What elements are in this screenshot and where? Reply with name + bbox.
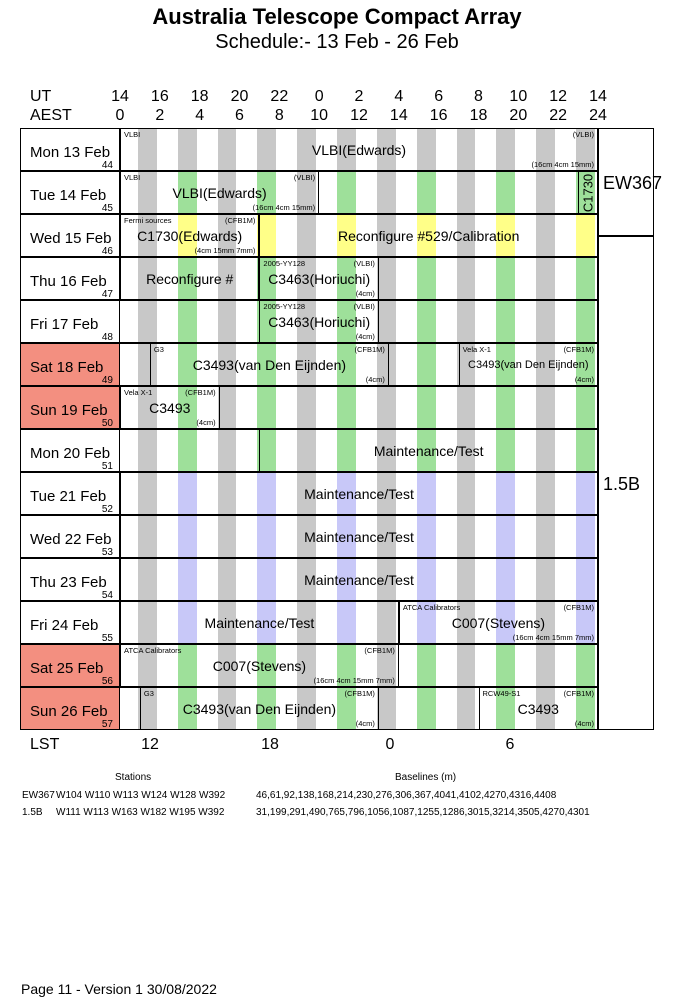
block-receivers: (4cm) bbox=[355, 289, 375, 298]
block-label: VLBI(Edwards) bbox=[311, 141, 407, 158]
schedule-block bbox=[120, 257, 259, 300]
ut-tick-label: 20 bbox=[230, 88, 249, 105]
block-correlator: (VLBI) bbox=[353, 302, 375, 311]
block-correlator: (VLBI) bbox=[293, 173, 316, 182]
block-label: Maintenance/Test bbox=[204, 614, 315, 631]
hour-band bbox=[377, 301, 396, 342]
block-receivers: (16cm 4cm 15mm) bbox=[531, 160, 594, 169]
hour-band bbox=[218, 430, 237, 471]
schedule-block bbox=[120, 558, 598, 601]
day-name: Mon 13 Feb bbox=[30, 144, 111, 161]
baseline-list: 46,61,92,138,168,214,230,276,306,367,4041,4102,4270,4316,4408 bbox=[256, 790, 557, 801]
block-receivers: (16cm 4cm 15mm 7mm) bbox=[512, 633, 594, 642]
page-subtitle: Schedule:- 13 Feb - 26 Feb bbox=[215, 31, 459, 53]
block-correlator: (CFB1M) bbox=[354, 345, 385, 354]
baselines-header: Baselines (m) bbox=[395, 772, 457, 783]
hour-band bbox=[377, 688, 396, 729]
aest-tick-label: 8 bbox=[274, 107, 284, 124]
block-correlator: (CFB1M) bbox=[185, 388, 216, 397]
schedule-block bbox=[120, 601, 399, 644]
hour-band bbox=[377, 172, 396, 213]
ut-tick-label: 16 bbox=[150, 88, 169, 105]
schedule-block bbox=[259, 257, 379, 300]
block-label: C3463(Horiuchi) bbox=[268, 313, 371, 330]
aest-tick-label: 4 bbox=[195, 107, 205, 124]
aest-axis-label: AEST bbox=[30, 107, 72, 124]
day-name: Sun 19 Feb bbox=[30, 402, 108, 419]
hour-band bbox=[536, 387, 555, 428]
hour-band bbox=[417, 172, 436, 213]
hour-band bbox=[457, 688, 476, 729]
day-name: Sun 26 Feb bbox=[30, 703, 108, 720]
block-label: C007(Stevens) bbox=[212, 657, 307, 674]
page-title: Australia Telescope Compact Array bbox=[152, 4, 522, 29]
day-number: 45 bbox=[101, 203, 113, 214]
schedule-block bbox=[150, 343, 389, 386]
block-label: C3493 bbox=[517, 700, 559, 717]
hour-band bbox=[457, 301, 476, 342]
hour-band bbox=[576, 258, 595, 299]
hour-band bbox=[457, 172, 476, 213]
block-source: VLBI bbox=[124, 173, 141, 182]
schedule-block bbox=[120, 386, 220, 429]
hour-band bbox=[178, 301, 197, 342]
block-source: Fermi sources bbox=[124, 216, 172, 225]
day-cell bbox=[20, 687, 120, 730]
block-source: 2005-YY128 bbox=[263, 302, 306, 311]
array-config-label: EW367 bbox=[603, 173, 663, 193]
lst-tick-label: 12 bbox=[141, 736, 159, 753]
day-name: Fri 17 Feb bbox=[30, 316, 99, 333]
block-label: VLBI(Edwards) bbox=[172, 184, 267, 201]
block-label: Reconfigure #529/Calibration bbox=[338, 227, 520, 244]
hour-band bbox=[536, 172, 555, 213]
schedule-block bbox=[479, 687, 599, 730]
ut-tick-label: 18 bbox=[190, 88, 209, 105]
hour-band bbox=[496, 645, 515, 686]
block-receivers: (4cm) bbox=[355, 719, 375, 728]
array-config-block bbox=[598, 128, 663, 236]
block-source: VLBI bbox=[124, 130, 141, 139]
schedule-block bbox=[259, 429, 598, 472]
block-source: 2005-YY128 bbox=[263, 259, 306, 268]
lst-axis-label: LST bbox=[30, 736, 60, 753]
lst-tick-label: 18 bbox=[261, 736, 279, 753]
hour-band bbox=[218, 301, 237, 342]
ut-tick-label: 2 bbox=[354, 88, 364, 105]
day-cell bbox=[20, 343, 120, 386]
block-correlator: (VLBI) bbox=[353, 259, 375, 268]
station-list: W111 W113 W163 W182 W195 W392 bbox=[56, 807, 225, 818]
day-name: Thu 23 Feb bbox=[30, 574, 107, 591]
hour-band bbox=[536, 301, 555, 342]
day-cell bbox=[20, 257, 120, 300]
aest-tick-label: 6 bbox=[235, 107, 244, 124]
ut-tick-label: 14 bbox=[111, 88, 129, 105]
lst-tick-label: 6 bbox=[505, 736, 515, 753]
hour-band bbox=[457, 258, 476, 299]
hour-band bbox=[377, 258, 396, 299]
stations-header: Stations bbox=[115, 772, 152, 783]
day-cell bbox=[20, 558, 120, 601]
hour-band bbox=[576, 387, 595, 428]
aest-tick-label: 14 bbox=[389, 107, 408, 124]
aest-tick-label: 18 bbox=[469, 107, 488, 124]
day-name: Thu 16 Feb bbox=[30, 273, 107, 290]
ut-tick-label: 8 bbox=[474, 88, 483, 105]
hour-band bbox=[377, 387, 396, 428]
hour-band bbox=[417, 344, 436, 385]
array-config-block bbox=[598, 236, 654, 731]
block-label: C3493 bbox=[149, 399, 191, 416]
schedule-block bbox=[120, 515, 598, 558]
aest-tick-label: 2 bbox=[155, 107, 165, 124]
day-name: Mon 20 Feb bbox=[30, 445, 111, 462]
block-correlator: (VLBI) bbox=[572, 130, 594, 139]
day-number: 46 bbox=[101, 246, 113, 257]
hour-band bbox=[138, 430, 157, 471]
day-name: Wed 22 Feb bbox=[30, 531, 112, 548]
block-receivers: (4cm) bbox=[355, 332, 375, 341]
block-label: C1730(Edwards) bbox=[137, 227, 243, 244]
schedule-block bbox=[399, 601, 598, 644]
hour-band bbox=[417, 688, 436, 729]
day-cell bbox=[20, 214, 120, 257]
block-label: C3493(van Den Eijnden) bbox=[192, 356, 347, 373]
block-correlator: (CFB1M) bbox=[224, 216, 256, 225]
day-name: Wed 15 Feb bbox=[30, 230, 112, 247]
day-name: Tue 21 Feb bbox=[30, 488, 107, 505]
block-receivers: (16cm 4cm 15mm 7mm) bbox=[313, 676, 395, 685]
hour-band bbox=[457, 387, 476, 428]
day-number: 53 bbox=[101, 547, 113, 558]
block-label: Maintenance/Test bbox=[304, 571, 414, 588]
block-correlator: (CFB1M) bbox=[563, 345, 594, 354]
aest-tick-label: 20 bbox=[509, 107, 528, 124]
day-cell bbox=[20, 601, 120, 644]
block-label: Maintenance/Test bbox=[304, 485, 414, 502]
hour-band bbox=[417, 301, 436, 342]
block-correlator: (CFB1M) bbox=[344, 689, 375, 698]
block-source: G3 bbox=[153, 345, 164, 354]
schedule-block bbox=[120, 214, 259, 257]
ut-tick-label: 0 bbox=[314, 88, 324, 105]
day-cell bbox=[20, 300, 120, 343]
day-name: Sat 25 Feb bbox=[30, 660, 104, 677]
hour-band bbox=[496, 172, 515, 213]
block-label: C3493(van Den Eijnden) bbox=[468, 358, 589, 371]
hour-band bbox=[457, 645, 476, 686]
day-number: 57 bbox=[101, 719, 113, 730]
hour-band bbox=[536, 645, 555, 686]
block-label: Maintenance/Test bbox=[373, 442, 484, 459]
block-label: Maintenance/Test bbox=[304, 528, 414, 545]
day-cell bbox=[20, 128, 120, 171]
hour-band bbox=[576, 645, 595, 686]
day-number: 48 bbox=[101, 332, 113, 343]
ut-tick-label: 4 bbox=[394, 88, 404, 105]
block-source: G3 bbox=[143, 689, 154, 698]
ut-tick-label: 12 bbox=[549, 88, 568, 105]
day-cell bbox=[20, 472, 120, 515]
block-receivers: (16cm 4cm 15mm) bbox=[252, 203, 316, 212]
aest-tick-label: 22 bbox=[549, 107, 568, 124]
schedule-block bbox=[120, 171, 319, 214]
block-receivers: (4cm) bbox=[365, 375, 385, 384]
hour-band bbox=[496, 258, 515, 299]
block-source: RCW49-S1 bbox=[482, 689, 521, 698]
block-label: Reconfigure # bbox=[146, 270, 234, 287]
ut-axis-label: UT bbox=[30, 88, 52, 105]
day-cell bbox=[20, 515, 120, 558]
hour-band bbox=[138, 301, 157, 342]
schedule-block bbox=[578, 171, 598, 214]
aest-tick-label: 12 bbox=[350, 107, 368, 124]
day-number: 52 bbox=[101, 504, 113, 515]
block-label: C1730 bbox=[580, 173, 596, 212]
block-correlator: (CFB1M) bbox=[364, 646, 395, 655]
hour-band bbox=[536, 258, 555, 299]
block-receivers: (4cm) bbox=[574, 375, 594, 384]
schedule-block bbox=[259, 300, 379, 343]
schedule-block bbox=[120, 644, 399, 687]
hour-band bbox=[417, 387, 436, 428]
block-label: C007(Stevens) bbox=[451, 614, 546, 631]
block-label: C3463(Horiuchi) bbox=[268, 270, 371, 287]
hour-band bbox=[417, 645, 436, 686]
day-name: Tue 14 Feb bbox=[30, 187, 107, 204]
day-number: 44 bbox=[101, 160, 113, 171]
hour-band bbox=[297, 387, 316, 428]
hour-band bbox=[496, 301, 515, 342]
lst-tick-label: 0 bbox=[385, 736, 395, 753]
schedule-block bbox=[140, 687, 379, 730]
day-name: Fri 24 Feb bbox=[30, 617, 99, 634]
day-cell bbox=[20, 644, 120, 687]
hour-band bbox=[576, 301, 595, 342]
day-number: 55 bbox=[101, 633, 113, 644]
ut-tick-label: 14 bbox=[589, 88, 607, 105]
station-config: EW367 bbox=[22, 790, 55, 801]
hour-band bbox=[337, 387, 356, 428]
schedule-block bbox=[459, 343, 598, 386]
schedule-block bbox=[120, 472, 598, 515]
day-number: 50 bbox=[101, 418, 113, 429]
station-config: 1.5B bbox=[22, 807, 43, 818]
day-number: 47 bbox=[101, 289, 113, 300]
hour-band bbox=[417, 258, 436, 299]
station-list: W104 W110 W113 W124 W128 W392 bbox=[56, 790, 226, 801]
baseline-list: 31,199,291,490,765,796,1056,1087,1255,1286,3015,3214,3505,4270,4301 bbox=[256, 807, 590, 818]
aest-tick-label: 16 bbox=[429, 107, 448, 124]
block-receivers: (4cm) bbox=[196, 418, 216, 427]
day-number: 56 bbox=[101, 676, 113, 687]
day-name: Sat 18 Feb bbox=[30, 359, 104, 376]
block-correlator: (CFB1M) bbox=[563, 603, 594, 612]
ut-tick-label: 10 bbox=[509, 88, 528, 105]
block-source: ATCA Calibrators bbox=[402, 603, 461, 612]
schedule-block bbox=[120, 128, 598, 171]
day-number: 54 bbox=[101, 590, 113, 601]
hour-band bbox=[178, 430, 197, 471]
block-source: Vela X-1 bbox=[124, 388, 153, 397]
aest-tick-label: 24 bbox=[589, 107, 607, 124]
hour-band bbox=[218, 387, 237, 428]
ut-tick-label: 6 bbox=[434, 88, 444, 105]
block-source: Vela X-1 bbox=[462, 345, 491, 354]
block-label: C3493(van Den Eijnden) bbox=[182, 700, 337, 717]
hour-band bbox=[337, 172, 356, 213]
day-cell bbox=[20, 386, 120, 429]
day-number: 51 bbox=[101, 461, 113, 472]
block-receivers: (4cm) bbox=[574, 719, 594, 728]
ut-tick-label: 22 bbox=[270, 88, 289, 105]
day-cell bbox=[20, 171, 120, 214]
day-number: 49 bbox=[101, 375, 113, 386]
schedule-block bbox=[259, 214, 598, 257]
aest-tick-label: 10 bbox=[310, 107, 329, 124]
page-footer: Page 11 - Version 1 30/08/2022 bbox=[21, 981, 217, 997]
block-correlator: (CFB1M) bbox=[563, 689, 594, 698]
array-config-label: 1.5B bbox=[603, 473, 641, 494]
hour-band bbox=[496, 387, 515, 428]
aest-tick-label: 0 bbox=[115, 107, 125, 124]
block-source: ATCA Calibrators bbox=[124, 646, 182, 655]
day-cell bbox=[20, 429, 120, 472]
hour-band bbox=[257, 387, 276, 428]
block-receivers: (4cm 15mm 7mm) bbox=[194, 246, 256, 255]
